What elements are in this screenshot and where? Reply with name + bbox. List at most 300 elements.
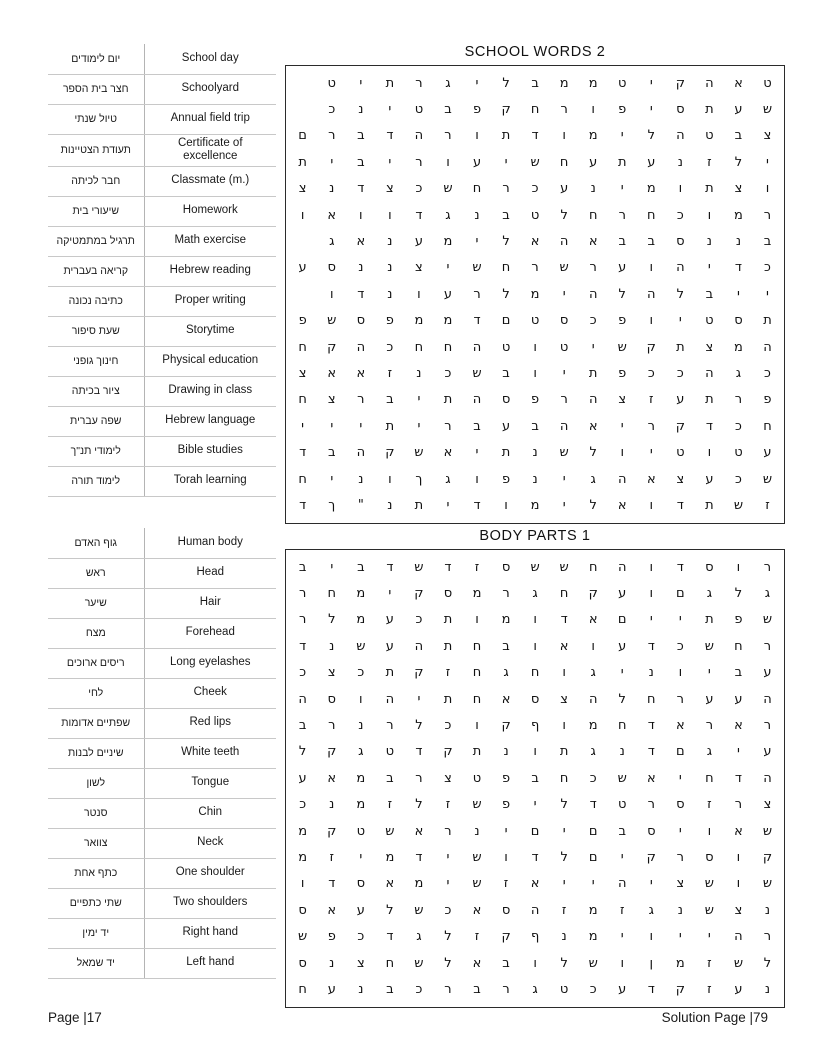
word-list-row — [48, 648, 276, 678]
letter-cell: נ — [416, 365, 422, 381]
letter-cell: י — [620, 181, 624, 197]
letter-cell: ל — [444, 955, 452, 971]
letter-cell: ש — [733, 955, 744, 971]
grid-area-school-words — [285, 44, 785, 524]
letter-cell: ד — [299, 638, 307, 654]
letter-cell: ס — [705, 559, 714, 575]
letter-cell: ט — [734, 445, 743, 461]
letter-cell: י — [504, 154, 508, 170]
word-list-row — [48, 166, 276, 196]
letter-cell: ו — [533, 744, 537, 760]
letter-cell: ש — [530, 154, 540, 170]
word-hebrew: לשון — [48, 768, 144, 798]
letter-cell: ש — [762, 102, 773, 118]
letter-cell: ר — [415, 75, 423, 91]
word-english: Schoolyard — [144, 74, 276, 104]
letter-cell: ט — [414, 102, 424, 118]
letter-cell: ט — [705, 313, 714, 329]
word-english: Certificate of excellence — [144, 134, 276, 166]
word-list-body-parts — [48, 528, 276, 979]
letter-cell: ר — [444, 823, 452, 839]
letter-cell: ש — [472, 797, 482, 813]
letter-cell: צ — [763, 797, 772, 813]
word-hebrew: יום לימודים — [48, 44, 144, 74]
letter-grid-row — [288, 633, 782, 659]
letter-cell: נ — [677, 902, 683, 918]
letter-cell: כ — [444, 718, 452, 734]
letter-cell: ס — [327, 691, 336, 707]
letter-cell: י — [620, 128, 624, 144]
letter-cell: ד — [531, 128, 539, 144]
letter-cell: ה — [705, 75, 714, 91]
letter-cell: ט — [385, 744, 395, 760]
word-english: Cheek — [144, 678, 276, 708]
word-english: Torah learning — [144, 466, 276, 496]
word-hebrew: שתי כתפיים — [48, 888, 144, 918]
word-hebrew: שעת סיפור — [48, 316, 144, 346]
letter-cell: ח — [414, 339, 424, 355]
letter-cell: ז — [474, 559, 480, 575]
letter-cell: י — [562, 497, 566, 513]
letter-cell: ב — [502, 365, 510, 381]
word-english: Storytime — [144, 316, 276, 346]
letter-cell: ע — [618, 260, 627, 276]
letter-grid-row — [288, 70, 782, 96]
letter-cell: ה — [472, 339, 482, 355]
letter-cell: ש — [414, 955, 424, 971]
letter-cell: ח — [327, 586, 337, 602]
letter-cell: ל — [386, 902, 394, 918]
letter-cell: נ — [387, 286, 393, 302]
letter-cell: נ — [358, 981, 364, 997]
letter-cell: ל — [560, 207, 568, 223]
letter-cell: נ — [503, 744, 509, 760]
letter-grid-row — [288, 950, 782, 976]
word-english: Physical education — [144, 346, 276, 376]
letter-cell: ר — [676, 849, 684, 865]
letter-cell: ש — [704, 902, 714, 918]
letter-grid-row — [288, 897, 782, 923]
word-list-school-words — [48, 44, 276, 497]
word-english: Hebrew language — [144, 406, 276, 436]
letter-cell: ר — [357, 392, 365, 408]
letter-cell: ק — [675, 75, 685, 91]
letter-cell: ל — [589, 497, 597, 513]
letter-cell: ש — [588, 955, 598, 971]
letter-cell: ע — [763, 445, 772, 461]
letter-cell: ט — [530, 207, 540, 223]
letter-cell: ש — [704, 876, 714, 892]
word-english: Classmate (m.) — [144, 166, 276, 196]
letter-cell: ו — [475, 718, 479, 734]
letter-cell: ט — [763, 75, 772, 91]
letter-cell: ח — [559, 154, 569, 170]
letter-cell: ע — [385, 638, 394, 654]
letter-cell: ל — [560, 955, 568, 971]
letter-cell: נ — [764, 981, 771, 997]
letter-cell: ג — [532, 981, 538, 997]
letter-cell: ק — [327, 744, 337, 760]
word-hebrew: חצר בית הספר — [48, 74, 144, 104]
letter-cell: ז — [765, 497, 770, 513]
letter-cell: מ — [734, 207, 743, 223]
letter-cell: כ — [386, 339, 394, 355]
letter-cell: ב — [473, 981, 481, 997]
letter-cell: ת — [617, 154, 627, 170]
word-english: Two shoulders — [144, 888, 276, 918]
letter-cell: ט — [559, 339, 569, 355]
letter-grid-row — [288, 202, 782, 228]
letter-cell: א — [530, 876, 540, 892]
letter-cell: י — [678, 929, 682, 945]
letter-cell: ל — [734, 586, 743, 602]
word-list-row — [48, 558, 276, 588]
letter-cell: י — [475, 75, 479, 91]
letter-cell: י — [330, 559, 334, 575]
word-list-row — [48, 738, 276, 768]
word-english: Homework — [144, 196, 276, 226]
letter-cell: פ — [618, 102, 627, 118]
letter-cell: א — [472, 955, 482, 971]
letter-cell: ב — [531, 75, 539, 91]
letter-cell: ט — [356, 823, 366, 839]
word-list-row — [48, 798, 276, 828]
letter-cell: ו — [533, 638, 537, 654]
letter-cell: ל — [763, 955, 772, 971]
letter-cell: צ — [327, 665, 336, 681]
letter-cell: ו — [591, 102, 595, 118]
letter-cell: ש — [704, 638, 714, 654]
word-hebrew: לחי — [48, 678, 144, 708]
letter-cell: י — [417, 691, 421, 707]
letter-cell: ב — [386, 392, 394, 408]
letter-cell: ח — [298, 339, 307, 355]
letter-cell: כ — [357, 665, 365, 681]
letter-cell: ו — [678, 181, 683, 197]
letter-cell: צ — [386, 181, 394, 197]
word-english: Neck — [144, 828, 276, 858]
letter-cell: נ — [358, 260, 364, 276]
letter-cell: נ — [677, 154, 683, 170]
letter-cell: ו — [649, 929, 654, 945]
word-list-row — [48, 286, 276, 316]
letter-cell: י — [678, 823, 682, 839]
letter-cell: ז — [387, 797, 393, 813]
letter-cell: ש — [559, 445, 569, 461]
letter-cell: נ — [764, 902, 771, 918]
letter-cell: ד — [386, 128, 394, 144]
letter-cell: ע — [618, 586, 627, 602]
letter-cell: ה — [617, 876, 627, 892]
letter-cell: מ — [356, 797, 366, 813]
letter-cell: ה — [530, 902, 540, 918]
letter-grid-row — [288, 818, 782, 844]
word-hebrew: שיער — [48, 588, 144, 618]
letter-cell: ד — [647, 718, 655, 734]
letter-cell: י — [330, 471, 334, 487]
letter-cell: ע — [676, 392, 685, 408]
letter-grid-row — [288, 844, 782, 870]
letter-cell: ז — [619, 902, 625, 918]
letter-cell: ש — [472, 260, 482, 276]
letter-cell: ד — [705, 418, 713, 434]
letter-cell: ל — [618, 691, 626, 707]
letter-cell: י — [562, 471, 566, 487]
letter-cell: ס — [676, 102, 685, 118]
letter-cell: ד — [299, 497, 307, 513]
word-hebrew: קריאה בעברית — [48, 256, 144, 286]
letter-cell: ש — [356, 638, 366, 654]
letter-cell: ר — [473, 286, 481, 302]
letter-cell: ב — [386, 770, 394, 786]
letter-cell: ע — [647, 154, 656, 170]
letter-cell: י — [330, 418, 334, 434]
letter-cell: י — [359, 849, 363, 865]
letter-cell: ת — [414, 497, 424, 513]
letter-cell: ר — [763, 559, 772, 575]
letter-cell: ח — [472, 691, 482, 707]
letter-cell: ס — [559, 313, 569, 329]
letter-cell: ש — [472, 876, 482, 892]
letter-cell: ט — [676, 445, 685, 461]
letter-cell: א — [675, 718, 685, 734]
letter-cell: ו — [388, 471, 392, 487]
letter-cell: ו — [533, 955, 537, 971]
letter-cell: ב — [357, 559, 365, 575]
puzzle-block-body-parts — [48, 528, 785, 1008]
letter-cell: ב — [734, 665, 743, 681]
letter-cell: ו — [620, 955, 625, 971]
word-english: Head — [144, 558, 276, 588]
letter-cell: ח — [472, 638, 482, 654]
letter-cell: פ — [472, 102, 482, 118]
letter-cell: י — [620, 849, 624, 865]
letter-cell: ו — [736, 876, 741, 892]
letter-cell: ע — [705, 471, 714, 487]
letter-cell: ם — [676, 744, 685, 760]
letter-cell: ל — [328, 612, 336, 628]
letter-grid-row — [288, 660, 782, 686]
word-list-row — [48, 918, 276, 948]
letter-cell: ח — [647, 207, 656, 223]
word-hebrew: שיניים לבנות — [48, 738, 144, 768]
letter-cell: ר — [502, 981, 510, 997]
letter-cell: ט — [618, 75, 627, 91]
letter-cell: ג — [764, 586, 771, 602]
letter-cell: ה — [356, 445, 366, 461]
letter-cell: ס — [298, 955, 307, 971]
letter-cell: ה — [385, 691, 395, 707]
letter-cell: י — [301, 418, 305, 434]
letter-cell: כ — [299, 797, 307, 813]
letter-cell: צ — [415, 260, 423, 276]
word-english: School day — [144, 44, 276, 74]
letter-cell: ה — [588, 286, 598, 302]
letter-cell: נ — [619, 744, 625, 760]
letter-cell: ד — [473, 313, 481, 329]
letter-cell: מ — [734, 339, 743, 355]
letter-cell: ה — [298, 691, 307, 707]
letter-cell: ל — [444, 929, 452, 945]
letter-grid-row — [288, 871, 782, 897]
grid-box-body-parts — [285, 549, 785, 1008]
letter-cell: י — [446, 497, 450, 513]
letter-cell: ש — [472, 365, 482, 381]
letter-cell: צ — [734, 902, 743, 918]
word-english: Tongue — [144, 768, 276, 798]
letter-cell: ו — [765, 181, 770, 197]
letter-cell: ב — [734, 128, 743, 144]
letter-cell: ה — [356, 339, 366, 355]
letter-cell: י — [649, 102, 653, 118]
letter-cell: מ — [298, 823, 308, 839]
letter-cell: ח — [559, 770, 569, 786]
letter-cell: ס — [327, 260, 336, 276]
letter-cell: י — [649, 612, 653, 628]
letter-cell: ו — [736, 849, 741, 865]
letter-cell: ג — [648, 902, 654, 918]
letter-cell: כ — [676, 207, 684, 223]
word-hebrew: חינוך גופני — [48, 346, 144, 376]
letter-cell: י — [649, 75, 653, 91]
letter-cell: ש — [762, 823, 773, 839]
letter-cell: פ — [763, 392, 772, 408]
word-list-row — [48, 858, 276, 888]
letter-cell: ה — [763, 770, 772, 786]
word-english: Human body — [144, 528, 276, 558]
letter-cell: נ — [532, 445, 538, 461]
letter-grid-row — [288, 334, 782, 360]
letter-cell: ש — [733, 497, 744, 513]
letter-cell: נ — [358, 718, 364, 734]
letter-cell: י — [446, 876, 450, 892]
letter-cell: י — [736, 744, 740, 760]
letter-cell: צ — [356, 955, 365, 971]
puzzle-block-school-words — [48, 44, 785, 524]
letter-cell: ב — [357, 154, 365, 170]
letter-cell: ש — [385, 823, 395, 839]
letter-cell: ג — [416, 929, 422, 945]
letter-cell: א — [617, 497, 627, 513]
letter-cell: נ — [329, 638, 335, 654]
letter-cell: ע — [618, 638, 627, 654]
letter-cell: ה — [588, 392, 598, 408]
letter-cell: צ — [298, 181, 307, 197]
letter-cell: י — [678, 770, 682, 786]
letter-grid-row — [288, 176, 782, 202]
letter-grid-row — [288, 123, 782, 149]
letter-cell: כ — [676, 638, 684, 654]
letter-cell: ר — [502, 181, 510, 197]
letter-cell: ת — [385, 75, 395, 91]
word-hebrew: צוואר — [48, 828, 144, 858]
letter-cell: ק — [646, 849, 656, 865]
letter-cell: ר — [560, 392, 568, 408]
letter-cell: ט — [501, 339, 511, 355]
letter-cell: ה — [763, 339, 772, 355]
letter-cell: י — [475, 445, 479, 461]
word-hebrew: לימודי תנ"ך — [48, 436, 144, 466]
page-footer — [48, 1005, 768, 1029]
letter-cell: מ — [530, 286, 540, 302]
letter-cell: ת — [705, 102, 714, 118]
letter-cell: ל — [560, 849, 568, 865]
letter-cell: ס — [705, 849, 714, 865]
letter-cell: ר — [444, 981, 452, 997]
letter-cell: כ — [444, 902, 452, 918]
letter-cell: ת — [676, 339, 685, 355]
letter-cell: נ — [329, 955, 335, 971]
letter-cell: ל — [415, 718, 423, 734]
letter-cell: מ — [298, 849, 308, 865]
letter-cell: ז — [445, 797, 451, 813]
letter-cell: ר — [328, 718, 336, 734]
letter-cell: ר — [589, 260, 597, 276]
word-list-row — [48, 528, 276, 558]
letter-cell: ה — [617, 471, 627, 487]
letter-cell: ר — [415, 770, 423, 786]
letter-cell: נ — [329, 797, 335, 813]
word-english: Hair — [144, 588, 276, 618]
letter-cell: ו — [533, 612, 537, 628]
letter-cell: ר — [763, 929, 772, 945]
letter-cell: א — [327, 365, 337, 381]
letter-cell: ז — [707, 981, 712, 997]
letter-cell: ש — [298, 929, 308, 945]
letter-cell: נ — [358, 102, 364, 118]
letter-cell: ק — [414, 586, 424, 602]
letter-cell: ה — [472, 392, 482, 408]
letter-cell: ג — [445, 207, 451, 223]
word-list-row — [48, 316, 276, 346]
letter-cell: י — [504, 823, 508, 839]
letter-cell: ב — [705, 286, 714, 302]
letter-cell: נ — [532, 471, 538, 487]
letter-cell: ע — [298, 770, 307, 786]
letter-cell: ה — [617, 559, 627, 575]
letter-cell: ח — [734, 638, 743, 654]
footer-solution-page-number: Solution Page |79 — [661, 1009, 768, 1025]
puzzle-title-school-words: SCHOOL WORDS 2 — [464, 44, 606, 60]
letter-cell: ד — [357, 286, 365, 302]
letter-cell: ו — [504, 849, 508, 865]
letter-cell: ג — [706, 744, 713, 760]
letter-cell: ג — [590, 665, 596, 681]
letter-cell: י — [359, 75, 363, 91]
letter-cell: ס — [647, 823, 656, 839]
letter-cell: ר — [502, 586, 510, 602]
letter-cell: ג — [706, 586, 713, 602]
word-list-row — [48, 618, 276, 648]
letter-cell: ר — [386, 718, 394, 734]
letter-cell: ש — [762, 612, 773, 628]
letter-grid-row — [288, 387, 782, 413]
letter-cell: מ — [443, 313, 453, 329]
letter-cell: ו — [562, 665, 566, 681]
letter-cell: נ — [387, 497, 393, 513]
letter-grid-row — [288, 976, 782, 1002]
letter-cell: ש — [472, 849, 482, 865]
letter-cell: ה — [647, 286, 656, 302]
word-list-row — [48, 196, 276, 226]
letter-cell: ר — [647, 418, 655, 434]
letter-cell: ה — [588, 691, 598, 707]
letter-grid-row — [288, 149, 782, 175]
letter-cell: ק — [414, 665, 424, 681]
letter-grid-row — [288, 228, 782, 254]
word-hebrew: שפתיים אדומות — [48, 708, 144, 738]
letter-cell: ד — [531, 849, 539, 865]
